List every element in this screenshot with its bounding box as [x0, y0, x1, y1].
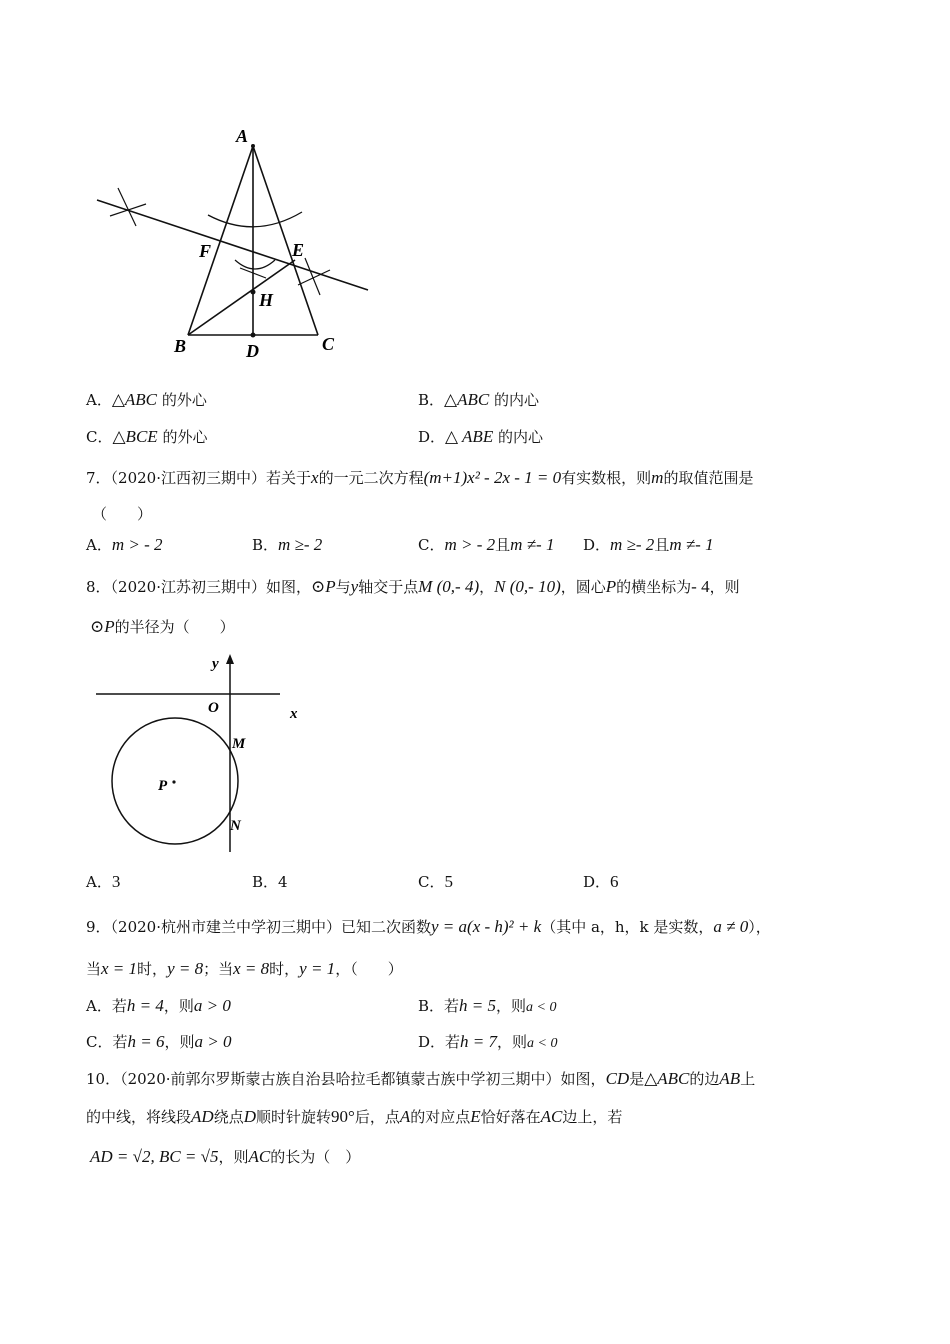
label-A: A: [236, 126, 249, 146]
q8-stem: 8．（2020·江苏初三期中）如图，⊙P与y轴交于点M (0,- 4)，N (0,- 10)，圆心P的横坐标为- 4，则: [86, 577, 740, 596]
q9-option-a[interactable]: A．若h = 4，则a > 0: [86, 996, 231, 1015]
q7-option-d[interactable]: D．m ≥- 2且m ≠- 1: [583, 535, 714, 554]
label-B: B: [174, 336, 187, 356]
q7-bracket: （ ）: [92, 505, 153, 523]
q6-option-c[interactable]: C．△BCE 的外心: [86, 427, 208, 446]
label-F: F: [199, 241, 212, 261]
label-P: P: [158, 778, 168, 794]
q8-option-c[interactable]: C．5: [418, 872, 453, 891]
q9-stem-line2: 当x = 1时，y = 8；当x = 8时，y = 1，（ ）: [86, 959, 403, 978]
label-x: x: [290, 706, 298, 722]
circle-axes-figure: [90, 652, 310, 858]
q8-option-b[interactable]: B．4: [252, 873, 288, 891]
q10-stem: 10．（2020·前郭尔罗斯蒙古族自治县哈拉毛都镇蒙古族中学初三期中）如图，CD是△ABC的边AB上: [86, 1069, 756, 1088]
q8-stem-line2: ⊙P的半径为（ ）: [90, 617, 235, 636]
q8-option-d[interactable]: D．6: [583, 872, 619, 891]
triangle-construction-figure: [90, 120, 390, 370]
q10-stem-line3: AD = √2, BC = √5，则AC的长为（ ）: [90, 1147, 361, 1166]
label-y: y: [212, 656, 219, 672]
q9-option-d[interactable]: D．若h = 7，则a < 0: [418, 1032, 558, 1051]
label-M: M: [232, 736, 246, 752]
q8-option-a[interactable]: A．3: [86, 872, 121, 891]
q9-stem: 9．（2020·杭州市建兰中学初三期中）已知二次函数y = a(x - h)² + k（其中 a，h，k 是实数，a ≠ 0），: [86, 917, 771, 936]
q9-option-c[interactable]: C．若h = 6，则a > 0: [86, 1032, 232, 1051]
q7-option-a[interactable]: A．m > - 2: [86, 535, 163, 554]
label-N: N: [230, 818, 241, 834]
q10-stem-line2: 的中线，将线段AD绕点D顺时针旋转90°后，点A的对应点E恰好落在AC边上，若: [86, 1107, 623, 1126]
q9-option-b[interactable]: B．若h = 5，则a < 0: [418, 996, 557, 1015]
q6-option-d[interactable]: D．△ ABE 的内心: [418, 427, 543, 446]
q6-option-b[interactable]: B．△ABC 的内心: [418, 390, 540, 409]
q6-option-a[interactable]: A．△ABC 的外心: [86, 390, 207, 409]
label-C: C: [322, 334, 335, 354]
label-O: O: [208, 700, 219, 716]
label-D: D: [246, 341, 259, 361]
label-E: E: [292, 240, 305, 260]
label-H: H: [259, 290, 274, 310]
q7-stem: 7．（2020·江西初三期中）若关于x的一元二次方程(m+1)x² - 2x - 1 = 0有实数根，则m的取值范围是: [86, 468, 754, 487]
q7-option-b[interactable]: B．m ≥- 2: [252, 535, 323, 554]
q7-option-c[interactable]: C．m > - 2且m ≠- 1: [418, 535, 555, 554]
